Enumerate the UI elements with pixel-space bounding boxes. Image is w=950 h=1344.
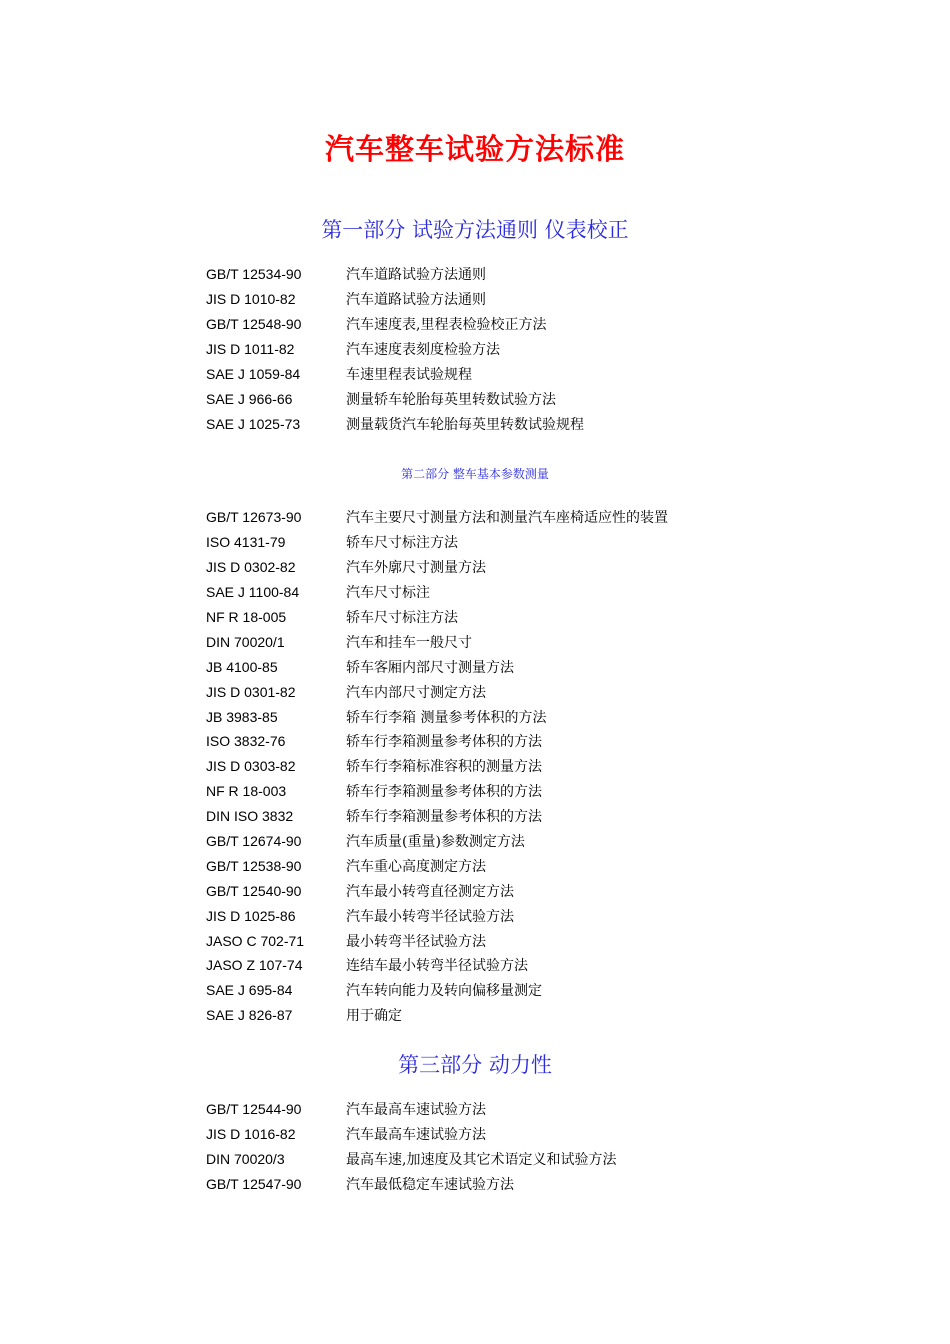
- standard-code: ISO 3832-76: [206, 733, 286, 750]
- standard-row: [206, 337, 584, 362]
- standard-code: GB/T 12548-90: [206, 316, 302, 333]
- standard-row: [206, 829, 668, 854]
- standard-title: 轿车行李箱测量参考体积的方法: [346, 784, 542, 801]
- standard-row: [206, 1122, 616, 1147]
- standard-title: 轿车行李箱测量参考体积的方法: [346, 734, 542, 751]
- standard-code: GB/T 12674-90: [206, 833, 302, 850]
- standard-title: 最小转弯半径试验方法: [346, 933, 486, 950]
- standards-list-part-2: [206, 505, 668, 1028]
- page-title: 汽车整车试验方法标准: [324, 132, 625, 166]
- standard-row: [206, 903, 668, 928]
- standard-code: JIS D 1010-82: [206, 291, 296, 308]
- section-heading-part-1: 第一部分 试验方法通则 仪表校正: [321, 218, 629, 242]
- standard-code: DIN 70020/1: [206, 633, 285, 650]
- standard-title: 轿车行李箱测量参考体积的方法: [346, 809, 542, 826]
- standard-code: ISO 4131-79: [206, 534, 286, 551]
- standard-row: [206, 779, 668, 804]
- standard-title: 汽车最小转弯直径测定方法: [346, 883, 514, 900]
- standard-row: [206, 555, 668, 580]
- standard-title: 汽车尺寸标注: [346, 585, 430, 602]
- standard-row: [206, 1003, 668, 1028]
- standard-row: [206, 953, 668, 978]
- standard-code: SAE J 826-87: [206, 1007, 293, 1024]
- standard-title: 测量轿车轮胎每英里转数试验方法: [346, 391, 556, 408]
- standard-row: [206, 287, 584, 312]
- standard-code: DIN 70020/3: [206, 1151, 285, 1168]
- standard-row: [206, 1172, 616, 1197]
- standard-row: [206, 605, 668, 630]
- standard-code: SAE J 1059-84: [206, 366, 301, 382]
- standard-code: JIS D 0303-82: [206, 758, 296, 775]
- standard-code: JASO Z 107-74: [206, 957, 303, 974]
- standard-row: [206, 312, 584, 337]
- standard-code: DIN ISO 3832: [206, 808, 294, 825]
- standard-title: 汽车外廓尺寸测量方法: [346, 560, 486, 577]
- standard-title: 轿车行李箱标准容积的测量方法: [346, 759, 542, 776]
- standard-title: 汽车最低稳定车速试验方法: [346, 1177, 514, 1194]
- standard-code: GB/T 12538-90: [206, 857, 302, 874]
- standard-row: [206, 411, 584, 436]
- standard-row: [206, 704, 668, 729]
- standard-row: [206, 729, 668, 754]
- standard-title: 轿车尺寸标注方法: [346, 535, 458, 552]
- standard-code: GB/T 12534-90: [206, 266, 302, 283]
- standard-title: 连结车最小转弯半径试验方法: [346, 958, 528, 975]
- standard-code: GB/T 12673-90: [206, 509, 302, 526]
- standard-row: [206, 505, 668, 530]
- standard-code: NF R 18-005: [206, 609, 287, 625]
- standard-row: [206, 754, 668, 779]
- standard-code: SAE J 966-66: [206, 390, 293, 407]
- standard-code: JB 3983-85: [206, 708, 278, 725]
- standard-row: [206, 580, 668, 605]
- standard-code: JIS D 1025-86: [206, 907, 296, 924]
- standard-row: [206, 853, 668, 878]
- standard-code: SAE J 695-84: [206, 982, 293, 999]
- standard-title: 最高车速,加速度及其它术语定义和试验方法: [346, 1152, 617, 1169]
- standard-title: 用于确定: [346, 1008, 402, 1025]
- standard-row: [206, 262, 584, 287]
- standards-list-part-3: [206, 1097, 616, 1197]
- standard-row: [206, 804, 668, 829]
- section-heading-part-2: 第二部分 整车基本参数测量: [401, 467, 549, 481]
- standard-title: 汽车道路试验方法通则: [346, 267, 486, 284]
- standards-list-part-1: [206, 262, 584, 436]
- standard-title: 测量载货汽车轮胎每英里转数试验规程: [346, 416, 584, 433]
- standard-title: 汽车最高车速试验方法: [346, 1127, 486, 1144]
- standard-title: 汽车质量(重量)参数测定方法: [346, 834, 525, 851]
- standard-title: 车速里程表试验规程: [346, 367, 472, 383]
- standard-title: 汽车速度表刻度检验方法: [346, 342, 500, 359]
- standard-title: 汽车内部尺寸测定方法: [346, 684, 486, 701]
- standard-code: JIS D 1011-82: [206, 341, 295, 358]
- standard-title: 轿车行李箱 测量参考体积的方法: [346, 709, 547, 726]
- standard-code: JIS D 1016-82: [206, 1126, 296, 1143]
- standard-title: 汽车主要尺寸测量方法和测量汽车座椅适应性的装置: [346, 510, 668, 527]
- standard-title: 轿车客厢内部尺寸测量方法: [346, 659, 514, 676]
- standard-title: 轿车尺寸标注方法: [346, 610, 458, 626]
- section-heading-part-3: 第三部分 动力性: [398, 1053, 552, 1077]
- standard-row: [206, 679, 668, 704]
- standard-title: 汽车和挂车一般尺寸: [346, 634, 472, 651]
- standard-row: [206, 629, 668, 654]
- standard-code: SAE J 1025-73: [206, 415, 301, 432]
- standard-code: GB/T 12547-90: [206, 1176, 302, 1193]
- standard-code: JIS D 0302-82: [206, 559, 296, 576]
- standard-title: 汽车重心高度测定方法: [346, 858, 486, 875]
- standard-row: [206, 654, 668, 679]
- standard-row: [206, 928, 668, 953]
- standard-code: SAE J 1100-84: [206, 584, 300, 601]
- standard-code: GB/T 12540-90: [206, 882, 302, 899]
- standard-row: [206, 386, 584, 411]
- standard-code: GB/T 12544-90: [206, 1101, 302, 1118]
- standard-row: [206, 878, 668, 903]
- standard-row: [206, 1147, 616, 1172]
- standard-row: [206, 530, 668, 555]
- standard-code: JB 4100-85: [206, 658, 278, 675]
- standard-code: JASO C 702-71: [206, 932, 305, 949]
- standard-title: 汽车道路试验方法通则: [346, 292, 486, 309]
- standard-title: 汽车最高车速试验方法: [346, 1102, 486, 1119]
- standard-title: 汽车转向能力及转向偏移量测定: [346, 983, 542, 1000]
- standard-title: 汽车最小转弯半径试验方法: [346, 908, 514, 925]
- standard-title: 汽车速度表,里程表检验校正方法: [346, 317, 547, 334]
- standard-row: [206, 1097, 616, 1122]
- standard-code: JIS D 0301-82: [206, 683, 296, 700]
- standard-row: [206, 362, 584, 387]
- standard-code: NF R 18-003: [206, 783, 287, 800]
- standard-row: [206, 978, 668, 1003]
